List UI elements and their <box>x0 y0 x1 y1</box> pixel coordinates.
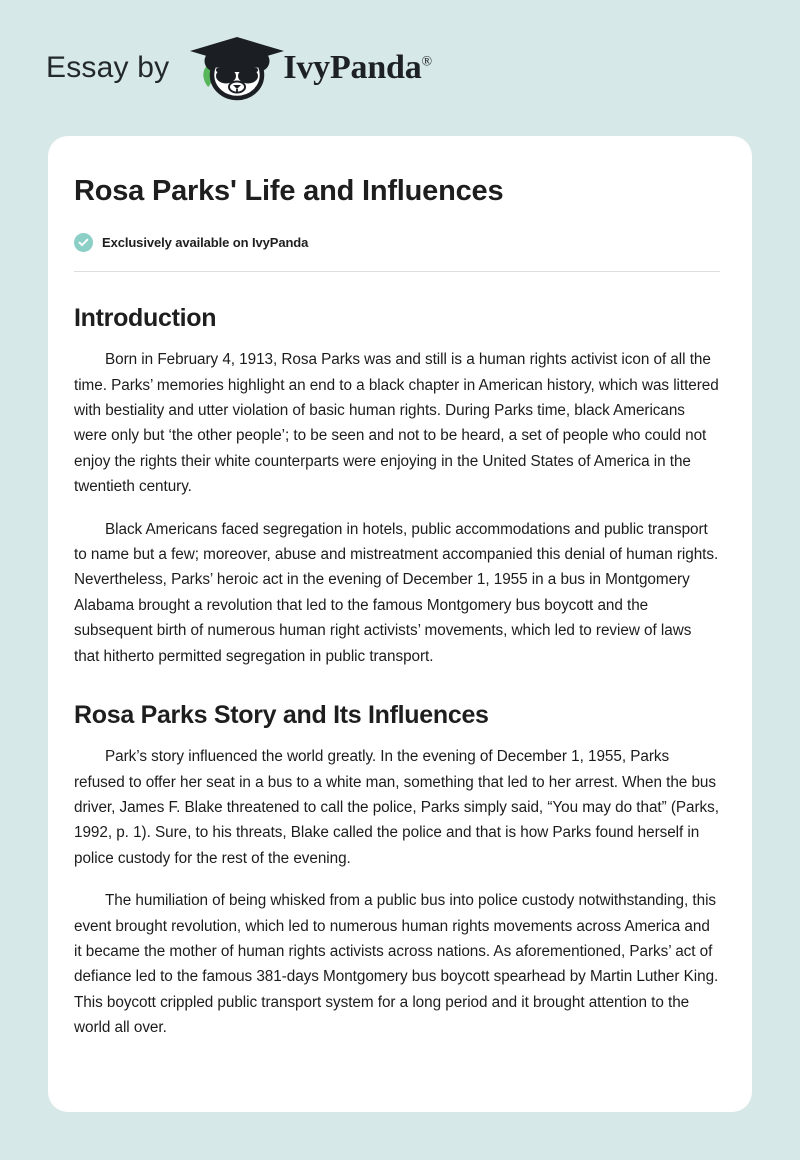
exclusivity-badge-label: Exclusively available on IvyPanda <box>102 235 309 251</box>
brand-header <box>0 0 800 136</box>
section-heading-introduction: Introduction <box>74 304 217 333</box>
registered-trademark-mark: ® <box>421 54 432 70</box>
brand-wordmark <box>283 51 432 85</box>
panda-graduation-cap-icon <box>185 35 289 101</box>
brand-name-text: IvyPanda <box>283 49 422 86</box>
check-circle-icon <box>74 233 93 252</box>
essay-content <box>74 174 720 1041</box>
paragraph: The humiliation of being whisked from a public bus into police custody notwithstanding, this event brought revolution, which led to numerous human rights movements across America and it became the mother of human rights activists across nations. As aforementioned, Parks’ act of defiance led to the famous 381-days Montgomery bus boycott spearhead by Martin Luther King. This boycott crippled public transport system for a long period and it brought attention to the world all over. <box>74 892 719 1037</box>
exclusivity-badge <box>74 233 720 252</box>
essay-by-label: Essay by <box>46 51 170 84</box>
section-heading-rosa-parks-story: Rosa Parks Story and Its Influences <box>74 701 489 730</box>
essay-paper-card <box>48 136 752 1112</box>
ivypanda-logo[interactable] <box>185 35 432 101</box>
paragraph: Park’s story influenced the world greatly. In the evening of December 1, 1955, Parks refused to offer her seat in a bus to a white man, something that led to her arrest. When the bus driver, James F. Blake threatened to call the police, Parks simply said, “You may do that” (Parks, 1992, p. 1). Sure, to his threats, Blake called the police and that is how Parks found herself in police custody for the rest of the evening. <box>74 748 719 867</box>
paragraph: Born in February 4, 1913, Rosa Parks was and still is a human rights activist icon of all the time. Parks’ memories highlight an end to a black chapter in American history, which was littered with bestiality and utter violation of basic human rights. During Parks time, black Americans were only but ‘the other people’; to be seen and not to be heard, a set of people who could not enjoy the rights their white counterparts were enjoying in the United States of America in the twentieth century. <box>74 351 719 496</box>
page-title: Rosa Parks' Life and Influences <box>74 175 504 207</box>
header-divider <box>74 271 720 272</box>
paragraph: Black Americans faced segregation in hotels, public accommodations and public transport to name but a few; moreover, abuse and mistreatment accompanied this denial of human rights. Nevertheless, Parks’ heroic act in the evening of December 1, 1955 in a bus in Montgomery Alabama brought a revolution that led to the famous Montgomery bus boycott and the subsequent birth of numerous human right activists’ movements, which led to review of laws that hitherto permitted segregation in public transport. <box>74 520 719 665</box>
